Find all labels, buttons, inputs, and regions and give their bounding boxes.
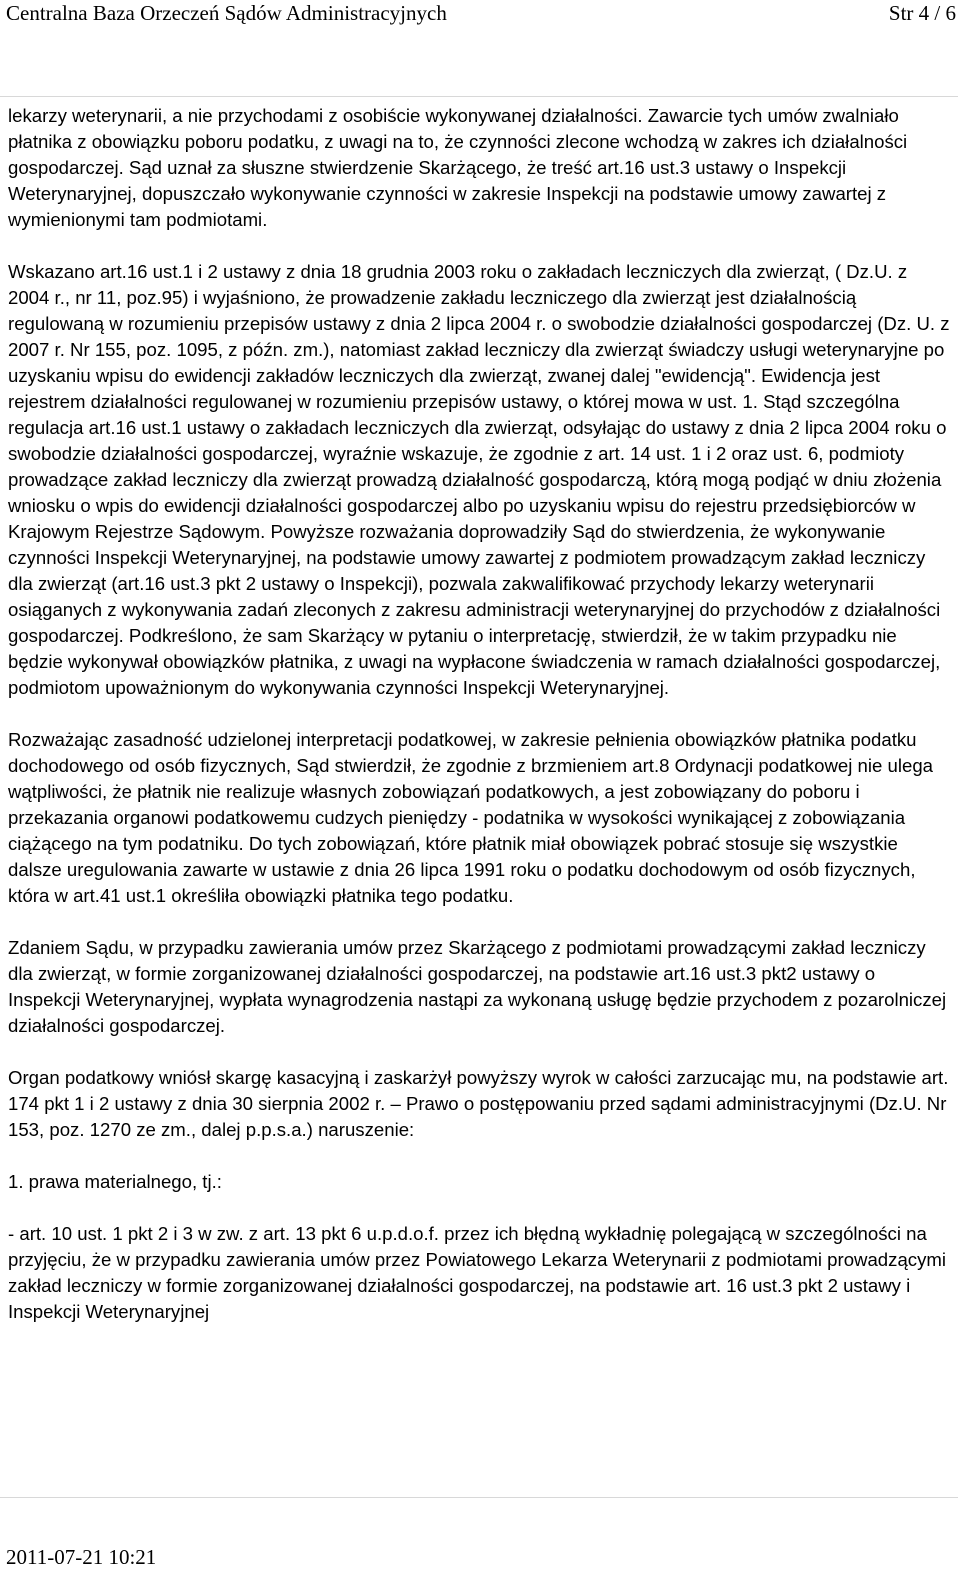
paragraph: Rozważając zasadność udzielonej interpretacji podatkowej, w zakresie pełnienia obowiązków płatnika podatku dochodowego od osób fizycznych, Sąd stwierdził, że zgodnie z brzmieniem art.8 Ordynacji podatkowej nie ulega wątpliwości, że płatnik nie realizuje własnych zobowiązań podatkowych, a jest zobowiązany do poboru i przekazania organowi podatkowemu cudzych pieniędzy - podatnika w wysokości wynikającej z zobowiązania ciążącego na tym podatniku. Do tych zobowiązań, które płatnik miał obowiązek pobrać stosuje się wszystkie dalsze uregulowania zawarte w ustawie z dnia 26 lipca 1991 roku o podatku dochodowym od osób fizycznych, która w art.41 ust.1 określiła obowiązki płatnika tego podatku. bbox=[8, 729, 934, 906]
paragraph: Zdaniem Sądu, w przypadku zawierania umów przez Skarżącego z podmiotami prowadzącymi zakład leczniczy dla zwierząt, w formie zorganizowanej działalności gospodarczej, na podstawie art.16 ust.3 pkt2 ustawy o Inspekcji Weterynaryjnej, wypłata wynagrodzenia nastąpi za wykonaną usługę będzie przychodem z pozarolniczej działalności gospodarczej. bbox=[8, 937, 947, 1036]
site-title: Centralna Baza Orzeczeń Sądów Administracyjnych bbox=[6, 1, 447, 25]
list-heading: 1. prawa materialnego, tj.: bbox=[8, 1171, 222, 1192]
paragraph: Wskazano art.16 ust.1 i 2 ustawy z dnia 18 grudnia 2003 roku o zakładach leczniczych dla zwierząt, ( Dz.U. z 2004 r., nr 11, poz.95) i wyjaśniono, że prowadzenie zakładu leczniczego dla zwierząt jest działalnością regulowaną w rozumieniu przepisów ustawy z dnia 2 lipca 2004 r. o swobodzie działalności gospodarczej (Dz. U. z 2007 r. Nr 155, poz. 1095, z późn. zm.), natomiast zakład leczniczy dla zwierząt świadczy usługi weterynaryjne po uzyskaniu wpisu do ewidencji zakładów leczniczych dla zwierząt, zwanej dalej "ewidencją". Ewidencja jest rejestrem działalności regulowanej w rozumieniu przepisów ustawy, o której mowa w ust. 1. Stąd szczególna regulacja art.16 ust.1 ustawy o zakładach leczniczych dla zwierząt, odsyłając do ustawy z dnia 2 lipca 2004 roku o swobodzie działalności gospodarczej, wyraźnie wskazuje, że zgodnie z art. 14 ust. 1 i 2 oraz ust. 6, podmioty prowadzące zakład leczniczy dla zwierząt prowadzą działalność gospodarczą, którą mogą podjąć w dniu złożenia wniosku o wpis do ewidencji działalności gospodarczej albo po uzyskaniu wpisu do rejestru przedsiębiorców w Krajowym Rejestrze Sądowym. Powyższe rozważania doprowadziły Sąd do stwierdzenia, że wykonywanie czynności Inspekcji Weterynaryjnej, na podstawie umowy zawartej z podmiotem prowadzącym zakład leczniczy dla zwierząt (art.16 ust.3 pkt 2 ustawy o Inspekcji), pozwala zakwalifikować przychody lekarzy weterynarii osiąganych z wykonywania zadań zleconych z zakresu administracji weterynaryjnej do przychodów z działalności gospodarczej. Podkreślono, że sam Skarżący w pytaniu o interpretację, stwierdził, że w takim przypadku nie będzie wykonywał obowiązków płatnika, z uwagi na wypłacone świadczenia w ramach działalności gospodarczej, podmiotom upoważnionym do wykonywania czynności Inspekcji Weterynaryjnej. bbox=[8, 261, 950, 698]
footer-divider bbox=[0, 1497, 958, 1498]
paragraph: Organ podatkowy wniósł skargę kasacyjną i zaskarżył powyższy wyrok w całości zarzucając mu, na podstawie art. 174 pkt 1 i 2 ustawy z dnia 30 sierpnia 2002 r. – Prawo o postępowaniu przed sądami administracyjnymi (Dz.U. Nr 153, poz. 1270 ze zm., dalej p.p.s.a.) naruszenie: bbox=[8, 1067, 949, 1140]
page-indicator: Str 4 / 6 bbox=[888, 1, 956, 25]
document-body bbox=[8, 103, 952, 1325]
footer-timestamp: 2011-07-21 10:21 bbox=[6, 1545, 157, 1569]
list-item: - art. 10 ust. 1 pkt 2 i 3 w zw. z art. 13 pkt 6 u.p.d.o.f. przez ich błędną wykładnię polegającą w szczególności na przyjęciu, że w przypadku zawierania umów przez Powiatowego Lekarza Weterynarii z podmiotami prowadzącymi zakład leczniczy w formie zorganizowanej działalności gospodarczej, na podstawie art. 16 ust.3 pkt 2 ustawy i Inspekcji Weterynaryjnej bbox=[8, 1223, 947, 1322]
paragraph-continuation: lekarzy weterynarii, a nie przychodami z osobiście wykonywanej działalności. Zawarcie tych umów zwalniało płatnika z obowiązku poboru podatku, z uwagi na to, że czynności zlecone wchodzą w zakres ich działalności gospodarczej. Sąd uznał za słuszne stwierdzenie Skarżącego, że treść art.16 ust.3 ustawy o Inspekcji Weterynaryjnej, dopuszczało wykonywanie czynności w zakresie Inspekcji na podstawie umowy zawartej z wymienionymi tam podmiotami. bbox=[8, 105, 908, 230]
